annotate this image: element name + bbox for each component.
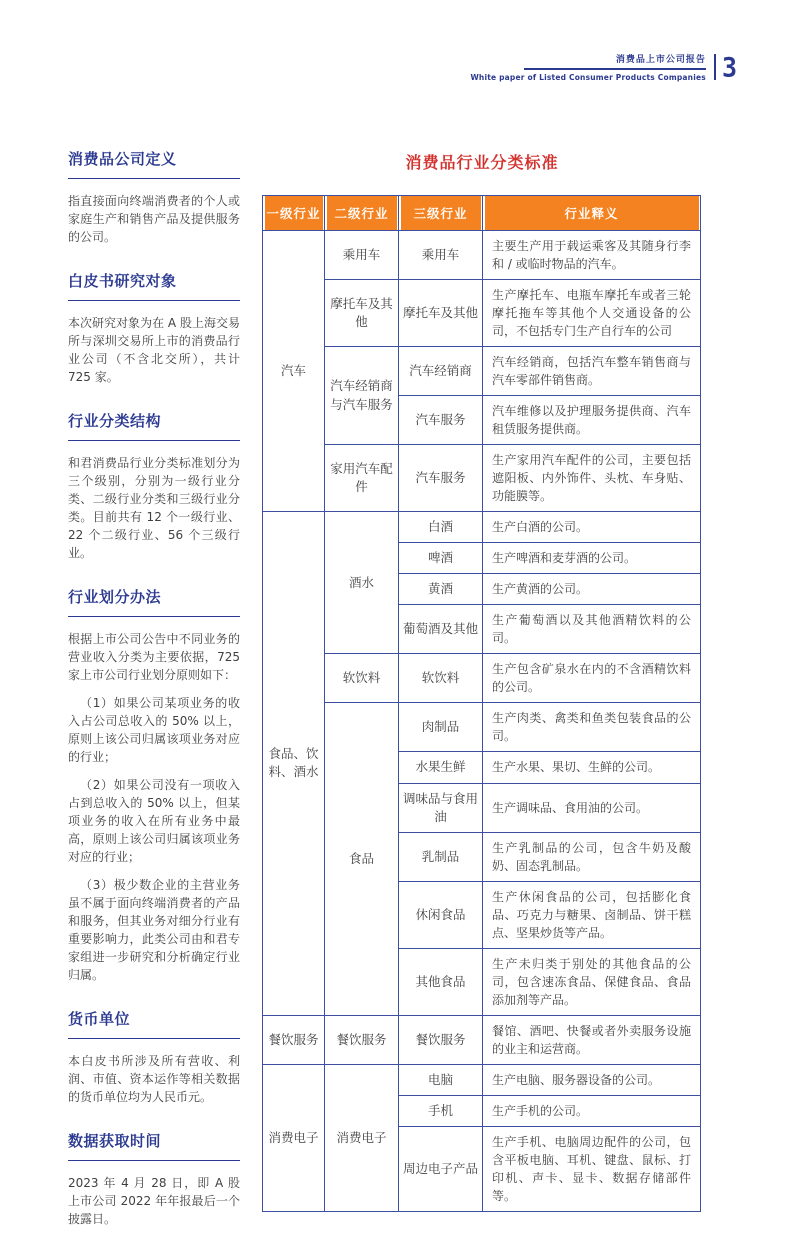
section-heading: 行业划分办法 xyxy=(68,588,162,606)
section-heading: 消费品公司定义 xyxy=(68,150,177,168)
industry-description-cell: 生产调味品、食用油的公司。 xyxy=(483,783,701,832)
sidebar-section xyxy=(68,148,240,246)
table-row xyxy=(263,703,701,752)
table-title: 消费品行业分类标准 xyxy=(405,153,559,172)
column-header: 二级行业 xyxy=(325,196,399,231)
sidebar-section xyxy=(68,1130,240,1228)
table-row xyxy=(263,1064,701,1095)
industry-level-cell: 餐饮服务 xyxy=(263,1015,325,1064)
running-header xyxy=(470,52,737,82)
table-row xyxy=(263,512,701,543)
industry-level-cell: 软饮料 xyxy=(399,654,483,703)
industry-level-cell: 汽车 xyxy=(263,231,325,512)
section-paragraph: （2）如果公司没有一项收入占到总收入的 50% 以上，但某项业务的收入在所有业务中最高，原则上该公司归属该项业务对应的行业； xyxy=(68,778,240,864)
industry-level-cell: 肉制品 xyxy=(399,703,483,752)
industry-level-cell: 汽车服务 xyxy=(399,445,483,512)
classification-table-body xyxy=(263,231,701,1212)
report-title-zh: 消费品上市公司报告 xyxy=(615,55,706,65)
section-paragraph: 本白皮书所涉及所有营收、利润、市值、资本运作等相关数据的货币单位均为人民币元。 xyxy=(68,1054,240,1104)
industry-level-cell: 其他食品 xyxy=(399,948,483,1015)
industry-description-cell: 生产黄酒的公司。 xyxy=(483,574,701,605)
section-divider xyxy=(68,616,240,617)
report-title-en: White paper of Listed Consumer Products Companies xyxy=(470,73,706,82)
industry-level-cell: 汽车服务 xyxy=(399,396,483,445)
section-paragraph: 2023 年 4 月 28 日，即 A 股上市公司 2022 年年报最后一个披露日。 xyxy=(68,1176,240,1226)
industry-description-cell: 生产乳制品的公司，包含牛奶及酸奶、固态乳制品。 xyxy=(483,832,701,881)
industry-level-cell: 汽车经销商与汽车服务 xyxy=(325,347,399,445)
industry-level-cell: 啤酒 xyxy=(399,543,483,574)
industry-description-cell: 生产手机、电脑周边配件的公司，包含平板电脑、耳机、键盘、鼠标、打印机、声卡、显卡、数据存储部件等。 xyxy=(483,1127,701,1212)
section-divider xyxy=(68,1160,240,1161)
table-row xyxy=(263,231,701,280)
page-number: 3 xyxy=(721,51,737,83)
industry-description-cell: 生产摩托车、电瓶车摩托车或者三轮摩托拖车等其他个人交通设备的公司，不包括专门生产自行车的公司 xyxy=(483,280,701,347)
header-vertical-divider xyxy=(714,54,716,80)
industry-level-cell: 水果生鲜 xyxy=(399,752,483,783)
industry-level-cell: 周边电子产品 xyxy=(399,1127,483,1212)
sidebar-section xyxy=(68,270,240,386)
section-heading: 白皮书研究对象 xyxy=(68,272,177,290)
table-row xyxy=(263,654,701,703)
industry-description-cell: 生产啤酒和麦芽酒的公司。 xyxy=(483,543,701,574)
table-row xyxy=(263,1015,701,1064)
industry-description-cell: 生产电脑、服务器设备的公司。 xyxy=(483,1064,701,1095)
industry-description-cell: 生产休闲食品的公司，包括膨化食品、巧克力与糖果、卤制品、饼干糕点、坚果炒货等产品。 xyxy=(483,881,701,948)
sidebar-section xyxy=(68,586,240,984)
column-header: 三级行业 xyxy=(399,196,483,231)
section-divider xyxy=(68,440,240,441)
section-divider xyxy=(68,300,240,301)
industry-level-cell: 餐饮服务 xyxy=(399,1015,483,1064)
industry-level-cell: 电脑 xyxy=(399,1064,483,1095)
industry-level-cell: 葡萄酒及其他 xyxy=(399,605,483,654)
section-paragraph: 本次研究对象为在 A 股上海交易所与深圳交易所上市的消费品行业公司（不含北交所），共计 725 家。 xyxy=(68,316,240,384)
section-heading: 行业分类结构 xyxy=(68,412,162,430)
main-content xyxy=(262,150,702,1212)
industry-level-cell: 食品、饮料、酒水 xyxy=(263,512,325,1016)
industry-level-cell: 餐饮服务 xyxy=(325,1015,399,1064)
industry-level-cell: 消费电子 xyxy=(325,1064,399,1211)
section-heading: 货币单位 xyxy=(68,1010,131,1028)
section-paragraph: 根据上市公司公告中不同业务的营业收入分类为主要依据，725 家上市公司行业划分原则如下： xyxy=(68,632,240,682)
industry-description-cell: 生产葡萄酒以及其他酒精饮料的公司。 xyxy=(483,605,701,654)
industry-level-cell: 乘用车 xyxy=(325,231,399,280)
industry-description-cell: 生产手机的公司。 xyxy=(483,1095,701,1126)
section-paragraph: 指直接面向终端消费者的个人或家庭生产和销售产品及提供服务的公司。 xyxy=(68,194,240,244)
section-paragraph: （1）如果公司某项业务的收入占公司总收入的 50% 以上，原则上该公司归属该项业务对应的行业； xyxy=(68,696,240,764)
industry-level-cell: 软饮料 xyxy=(325,654,399,703)
sidebar xyxy=(68,148,240,1252)
industry-level-cell: 乘用车 xyxy=(399,231,483,280)
section-divider xyxy=(68,1038,240,1039)
sidebar-section xyxy=(68,1008,240,1106)
table-row xyxy=(263,347,701,396)
table-row xyxy=(263,445,701,512)
section-heading: 数据获取时间 xyxy=(68,1132,162,1150)
section-divider xyxy=(68,178,240,179)
industry-description-cell: 生产水果、果切、生鲜的公司。 xyxy=(483,752,701,783)
industry-level-cell: 调味品与食用油 xyxy=(399,783,483,832)
header-horizontal-rule xyxy=(524,68,706,70)
industry-description-cell: 生产肉类、禽类和鱼类包装食品的公司。 xyxy=(483,703,701,752)
industry-description-cell: 生产未归类于别处的其他食品的公司，包含速冻食品、保健食品、食品添加剂等产品。 xyxy=(483,948,701,1015)
industry-level-cell: 白酒 xyxy=(399,512,483,543)
industry-description-cell: 主要生产用于载运乘客及其随身行李和 / 或临时物品的汽车。 xyxy=(483,231,701,280)
classification-table-header-row xyxy=(263,196,701,231)
industry-description-cell: 生产包含矿泉水在内的不含酒精饮料的公司。 xyxy=(483,654,701,703)
industry-level-cell: 黄酒 xyxy=(399,574,483,605)
industry-level-cell: 手机 xyxy=(399,1095,483,1126)
industry-description-cell: 生产家用汽车配件的公司，主要包括遮阳板、内外饰件、头枕、车身贴、功能膜等。 xyxy=(483,445,701,512)
table-row xyxy=(263,280,701,347)
industry-description-cell: 汽车经销商，包括汽车整车销售商与汽车零部件销售商。 xyxy=(483,347,701,396)
running-header-text xyxy=(470,52,706,82)
sidebar-section xyxy=(68,410,240,562)
classification-table xyxy=(262,195,701,1212)
industry-level-cell: 休闲食品 xyxy=(399,881,483,948)
industry-level-cell: 汽车经销商 xyxy=(399,347,483,396)
section-paragraph: （3）极少数企业的主营业务虽不属于面向终端消费者的产品和服务，但其业务对细分行业有重要影响力，此类公司由和君专家组进一步研究和分析确定行业归属。 xyxy=(68,878,240,982)
section-paragraph: 和君消费品行业分类标准划分为三个级别，分别为一级行业分类、二级行业分类和三级行业分类。目前共有 12 个一级行业、22 个二级行业、56 个三级行业。 xyxy=(68,456,240,560)
industry-description-cell: 生产白酒的公司。 xyxy=(483,512,701,543)
industry-description-cell: 餐馆、酒吧、快餐或者外卖服务设施的业主和运营商。 xyxy=(483,1015,701,1064)
column-header: 一级行业 xyxy=(263,196,325,231)
industry-level-cell: 酒水 xyxy=(325,512,399,654)
industry-level-cell: 摩托车及其他 xyxy=(399,280,483,347)
industry-level-cell: 消费电子 xyxy=(263,1064,325,1211)
industry-level-cell: 家用汽车配件 xyxy=(325,445,399,512)
column-header: 行业释义 xyxy=(483,196,701,231)
industry-description-cell: 汽车维修以及护理服务提供商、汽车租赁服务提供商。 xyxy=(483,396,701,445)
industry-level-cell: 食品 xyxy=(325,703,399,1015)
industry-level-cell: 摩托车及其他 xyxy=(325,280,399,347)
industry-level-cell: 乳制品 xyxy=(399,832,483,881)
